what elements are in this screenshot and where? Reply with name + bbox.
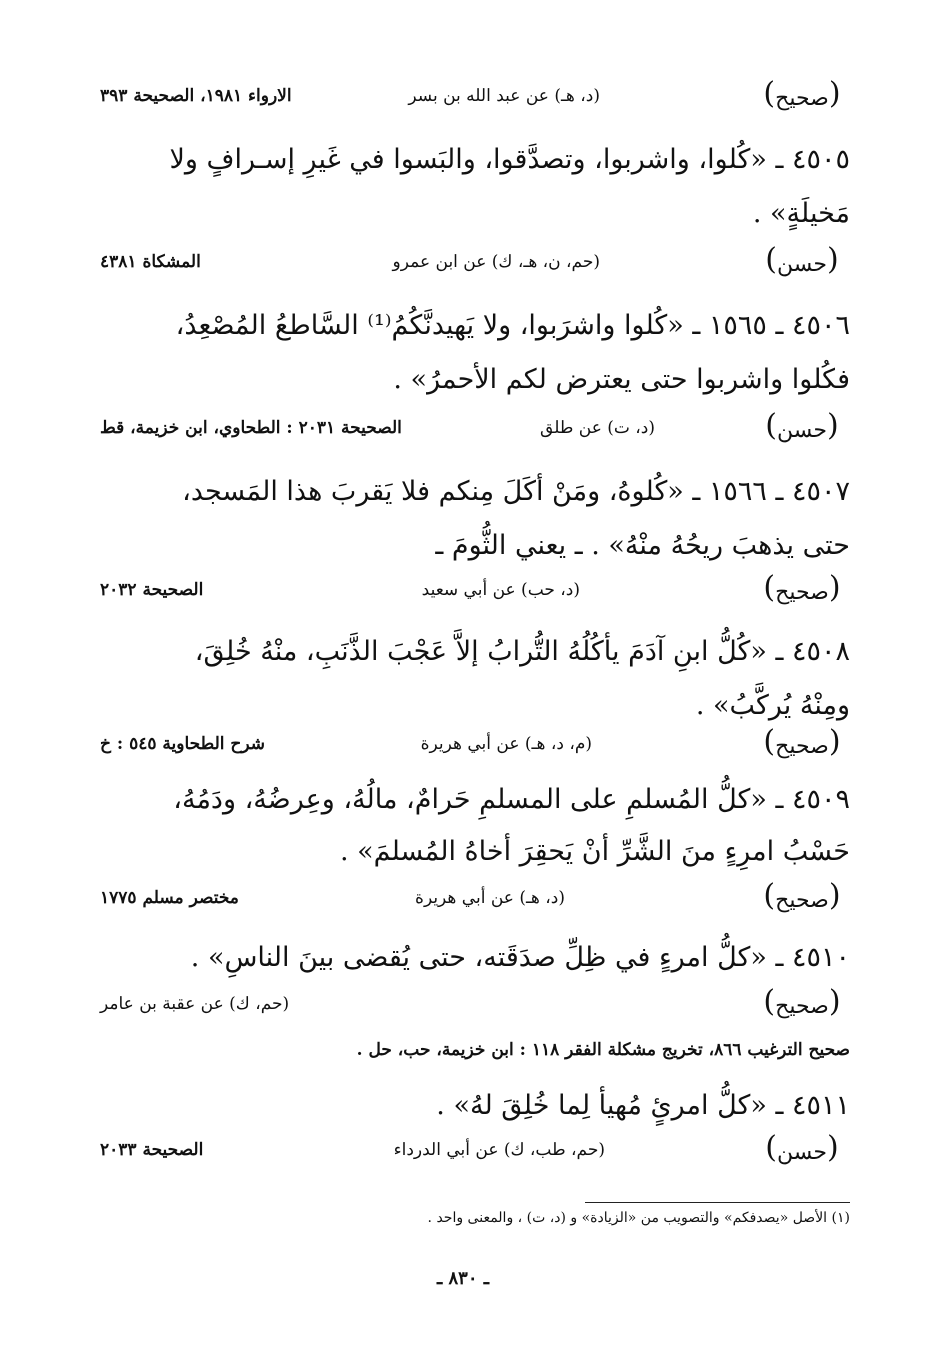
grading-row	[100, 408, 850, 448]
hadith-text-line: ٤٥٠٨ ـ «كُلُّ ابنِ آدَمَ يأكُلُهُ التُّرابُ إلاَّ عَجْبَ الذَّنَبِ، منْهُ خُلِقَ،	[194, 636, 850, 667]
footnote: (١) الأصل «يصدفكم» والتصويب من «الزيادة» و (د، ت) ، والمعنى واحد .	[427, 1210, 850, 1226]
grade-label: (صحيح)	[763, 984, 841, 1019]
hadith-text-line: ٤٥٠٧ ـ ١٥٦٦ ـ «كُلوهُ، ومَنْ أكَلَ مِنكم فلا يَقربَ هذا المَسجد،	[182, 476, 850, 507]
hadith-text-line: ٤٥١١ ـ «كلُّ امرئٍ مُهيأ لِما خُلِقَ لهُ» .	[436, 1090, 850, 1121]
reference-list: الصحيحة ٢٠٣١ : الطحاوي، ابن خزيمة، قط	[100, 418, 402, 438]
reference-list: مختصر مسلم ١٧٧٥	[100, 888, 239, 908]
grade-label: (صحيح)	[763, 570, 841, 605]
footnote-divider	[585, 1202, 850, 1203]
hadith-text-line: ٤٥٠٦ ـ ١٥٦٥ ـ «كُلوا واشرَبوا، ولا يَهيدنَّكُمُ⁽¹⁾ السَّاطعُ المُصْعِدُ،	[175, 310, 850, 341]
source-attribution: (م، د، هـ) عن أبي هريرة	[420, 734, 592, 754]
page-number: ـ ٨٣٠ ـ	[436, 1268, 490, 1289]
source-attribution: (حم، ك) عن عقبة بن عامر	[100, 994, 290, 1014]
reference-list: صحيح الترغيب ٨٦٦، تخريج مشكلة الفقر ١١٨ : ابن خزيمة، حب، حل .	[356, 1040, 850, 1060]
grading-row	[100, 878, 850, 918]
source-attribution: (د، حب) عن أبي سعيد	[421, 580, 580, 600]
hadith-text-line: مَخيلَةٍ» .	[752, 198, 850, 229]
hadith-text-line: فكُلوا واشربوا حتى يعترض لكم الأحمرُ» .	[393, 364, 850, 395]
grading-row	[100, 1130, 850, 1170]
reference-list: شرح الطحاوية ٥٤٥ : خ	[100, 734, 265, 754]
grading-row	[100, 242, 850, 282]
source-attribution: (د، هـ) عن أبي هريرة	[415, 888, 565, 908]
grade-label: (صحيح)	[763, 76, 841, 111]
grade-label: (صحيح)	[763, 878, 841, 913]
source-attribution: (د، هـ) عن عبد الله بن بسر	[408, 86, 600, 106]
grading-row	[100, 724, 850, 764]
reference-list: الارواء ١٩٨١، الصحيحة ٣٩٣	[100, 86, 292, 106]
hadith-text-line: ٤٥١٠ ـ «كلُّ امرءٍ في ظِلِّ صدَقَته، حتى يُقضى بينَ الناسِ» .	[190, 942, 850, 973]
grade-label: (حسن)	[765, 408, 839, 443]
hadith-text-line: حَسْبُ امرِءٍ منَ الشَّرِّ أنْ يَحقِرَ أخاهُ المُسلمَ» .	[339, 836, 850, 867]
reference-list: الصحيحة ٢٠٣٢	[100, 580, 204, 600]
source-attribution: (د، ت) عن طلق	[540, 418, 655, 438]
source-attribution: (حم، ن، هـ، ك) عن ابن عمرو	[392, 252, 600, 272]
grade-label: (صحيح)	[763, 724, 841, 759]
reference-list: الصحيحة ٢٠٣٣	[100, 1140, 204, 1160]
source-attribution: (حم، طب، ك) عن أبي الدرداء	[393, 1140, 605, 1160]
grading-row	[100, 76, 850, 116]
grading-row	[100, 570, 850, 610]
reference-list: المشكاة ٤٣٨١	[100, 252, 201, 272]
hadith-text-line: ومِنْهُ يُركَّبُ» .	[695, 690, 850, 721]
hadith-text-line: ٤٥٠٩ ـ «كلُّ المُسلمِ على المسلمِ حَرامٌ، مالُهُ، وعِرضُهُ، ودَمُهُ،	[173, 784, 850, 815]
grade-label: (حسن)	[765, 242, 839, 277]
grade-label: (حسن)	[765, 1130, 839, 1165]
hadith-text-line: ٤٥٠٥ ـ «كُلوا، واشربوا، وتصدَّقوا، والبَسوا في غَيرِ إسـرافٍ ولا	[169, 144, 850, 175]
hadith-text-line: حتى يذهبَ ريحُهُ منْهُ» . ـ يعني الثُّومَ ـ	[435, 530, 850, 561]
grading-row	[100, 984, 850, 1024]
